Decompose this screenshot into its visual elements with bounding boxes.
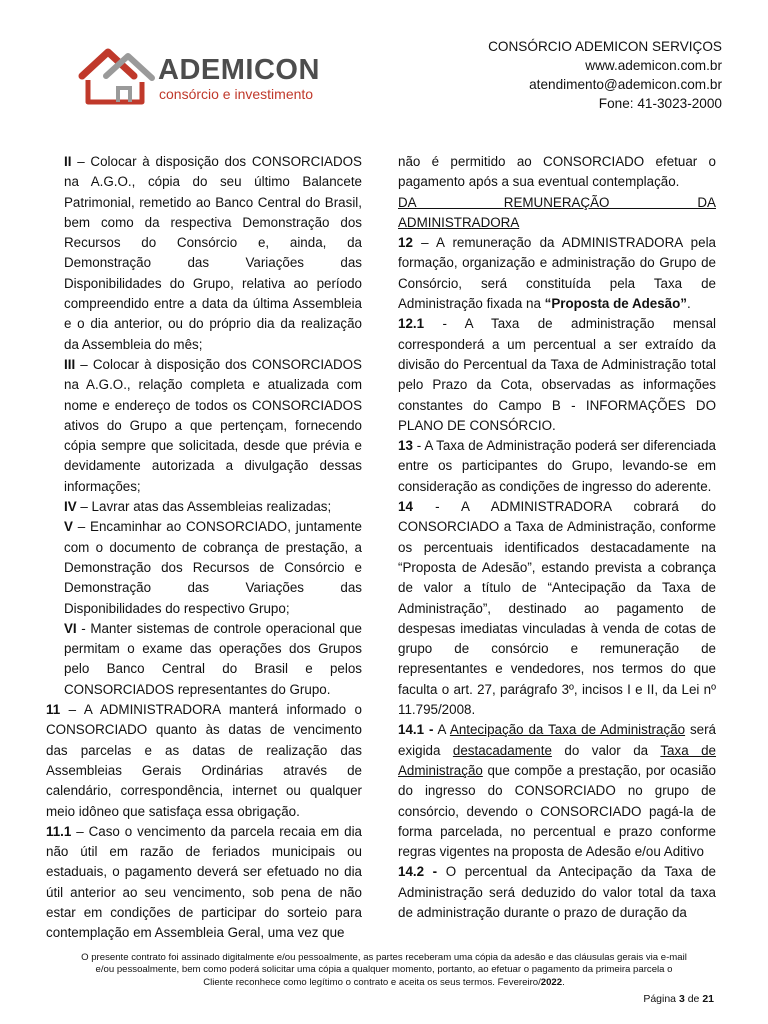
page-total: 21 [702, 993, 714, 1005]
continuation-text: não é permitido ao CONSORCIADO efetuar o pagamento após a sua eventual contemplação. [398, 154, 716, 190]
clause-text: que compõe a prestação, por ocasião do ingresso do CONSORCIADO no grupo de consórcio, devendo o CONSORCIADO pagá-la de forma parcelada, no percentual e prazo conforme regras vigentes na proposta de Adesão e/ou Aditivo [398, 762, 716, 860]
clause-text: – A remuneração da ADMINISTRADORA pela formação, organização e administração do Grupo de Consórcio, será constituída pela Taxa de Administração fixada na [398, 235, 716, 312]
section-heading-line2: ADMINISTRADORA [398, 214, 520, 230]
company-name: CONSÓRCIO ADEMICON SERVIÇOS [488, 39, 722, 54]
house-logo-icon [78, 46, 156, 108]
clause-number: 14.2 - [398, 864, 438, 880]
footer-line-3 [40, 977, 728, 989]
footer-year: 2022 [540, 976, 563, 988]
clause-14 [398, 497, 716, 720]
clause-number: 11 [46, 702, 61, 718]
clause-14-1 [398, 720, 716, 862]
right-text-column [398, 152, 716, 923]
clause-number: 14 [398, 499, 413, 515]
clause-11 [46, 700, 362, 822]
clause-text: - A Taxa de administração mensal corresponderá a um percentual a ser extraído da divisão do Percentual da Taxa de Administração total pelo Prazo da Cota, observadas as informações constantes do Campo B - INFORMAÇÕES DO PLANO DE CONSÓRCIO. [398, 316, 716, 433]
page-of: de [684, 993, 703, 1005]
clause-number: 12 [398, 235, 413, 251]
item-iv [46, 497, 362, 517]
company-email[interactable]: atendimento@ademicon.com.br [529, 77, 722, 92]
item-text: – Encaminhar ao CONSORCIADO, juntamente com o documento de cobrança de prestação, a Demonstração dos Recursos de Consórcio e Demonstração das Variações das Disponibilidades do respectivo Grupo; [64, 519, 362, 616]
item-ii [46, 152, 362, 355]
item-text: – Colocar à disposição dos CONSORCIADOS na A.G.O., cópia do seu último Balancete Patrimonial, remetido ao Banco Central do Brasil, bem como da respectiva Demonstração dos Recursos do Consórcio e, ainda, da Demonstração das Variações das Disponibilidades do Grupo, relativa ao período compreendido entre a data da última Assembleia e o dia anterior, ou do próprio dia da realização da Assembleia do mês; [64, 154, 362, 352]
clause-number: 13 [398, 438, 413, 454]
underlined-term: Antecipação da Taxa de Administração [449, 722, 686, 738]
underlined-term: destacadamente [452, 742, 552, 758]
clause-bold-term: “Proposta de Adesão” [544, 296, 688, 312]
item-text: – Colocar à disposição dos CONSORCIADOS na A.G.O., relação completa e atualizada com nome e endereço de todos os CONSORCIADOS ativos do Grupo a que pertençam, fornecendo cópia sempre que solicitada, desde que prévia e devidamente autorizada a divulgação dessas informações; [64, 356, 362, 494]
clause-number: 12.1 [398, 316, 425, 332]
item-number: IV [64, 499, 77, 515]
clause-text: – A ADMINISTRADORA manterá informado o CONSORCIADO quanto às datas de vencimento das parcelas e as datas de realização das Assembleias Gerais Ordinárias através de calendário, correspondência, internet ou qualquer meio idôneo que satisfaça essa obrigação. [46, 702, 362, 819]
clause-number: 14.1 - [398, 722, 434, 738]
footer-notice [40, 952, 728, 989]
clause-12-1 [398, 314, 716, 436]
clause-text: – Caso o vencimento da parcela recaia em dia não útil em razão de feriados municipais ou estaduais, o pagamento deverá ser efetuado no dia útil anterior ao seu vencimento, sob pena de não estar em condições de participar do sorteio para contemplação em Assembleia Geral, uma vez que [46, 823, 362, 941]
clause-text: do valor da [551, 742, 661, 758]
item-v [46, 517, 362, 618]
item-number: VI [64, 620, 77, 636]
logo-tagline: consórcio e investimento [159, 86, 314, 102]
page-prefix: Página [643, 993, 679, 1005]
clause-11-1 [46, 822, 362, 944]
clause-text: será exigida [398, 722, 716, 758]
footer-line-1: O presente contrato foi assinado digitalmente e/ou pessoalmente, as partes receberam uma cópia da adesão e das cláusulas gerais via e-mail [81, 952, 687, 963]
clause-12 [398, 233, 716, 314]
company-phone: Fone: 41-3023-2000 [598, 96, 722, 111]
underlined-term: Taxa de Administração [398, 742, 717, 778]
company-contact-block [488, 37, 722, 113]
clause-text-end: . [687, 296, 691, 312]
logo-brand-text: ADEMICON [158, 54, 320, 86]
section-heading-line1: DA REMUNERAÇÃO DA [398, 194, 716, 210]
footer-line-2: e/ou pessoalmente, bem como poderá solicitar uma cópia a qualquer momento, portanto, ao efetuar o pagamento da primeira parcela o [95, 964, 673, 976]
ademicon-logo [78, 46, 328, 112]
clause-text: - A ADMINISTRADORA cobrará do CONSORCIADO a Taxa de Administração, conforme os percentuais identificados destacadamente na “Proposta de Adesão”, estando prevista a cobrança de valor a título de “Antecipação da Taxa de Administração”, destinado ao pagamento de despesas imediatas vinculadas à venda de cotas de grupo de consórcio e remuneração de representantes e vendedores, nos termos do que faculta o art. 27, parágrafo 3º, incisos I e II, da Lei nº 11.795/2008. [398, 499, 716, 718]
item-vi [46, 619, 362, 700]
item-number: III [64, 356, 76, 372]
clause-text: - A Taxa de Administração poderá ser diferenciada entre os participantes do Grupo, levando-se em consideração as condições de ingresso do aderente. [398, 438, 716, 494]
clause-number: 11.1 [46, 823, 72, 839]
footer-line-3-end: . [562, 976, 565, 988]
footer-line-3-text: Cliente reconhece como legítimo o contrato e aceita os seus termos. Fevereiro/ [203, 976, 541, 988]
clause-text: A [433, 722, 450, 738]
page-current: 3 [678, 993, 685, 1005]
item-number: V [64, 519, 73, 535]
item-text: - Manter sistemas de controle operacional que permitam o exame das operações dos Grupos pelo Banco Central do Brasil e pelos CONSORCIADOS representantes do Grupo. [64, 620, 362, 697]
company-website[interactable]: www.ademicon.com.br [585, 58, 722, 73]
item-iii [46, 355, 362, 497]
item-text: – Lavrar atas das Assembleias realizadas; [76, 499, 332, 515]
clause-14-2 [398, 862, 716, 923]
clause-text: O percentual da Antecipação da Taxa de Administração será deduzido do valor total da taxa de administração durante o prazo de duração da [398, 864, 716, 920]
item-number: II [64, 154, 72, 169]
page-number [643, 993, 714, 1005]
page-header [0, 0, 768, 140]
left-text-column [46, 152, 362, 944]
clause-13 [398, 436, 716, 497]
